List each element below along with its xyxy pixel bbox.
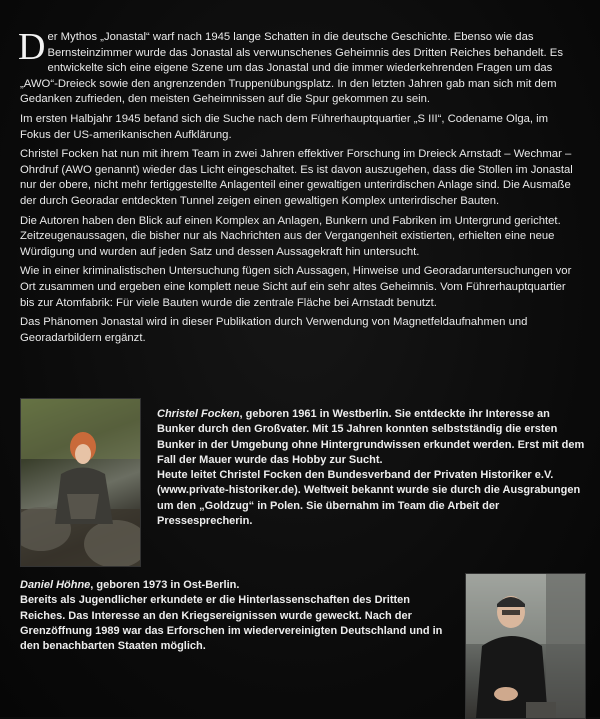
intro-paragraph-1: Der Mythos „Jonastal“ warf nach 1945 lange Schatten in die deutsche Geschichte. Ebenso wie das Bernsteinzimmer wurde das Jonastal als verwunschenes Geheimnis des Dritten Reiches behandelt. Es entwickelte sich eine eigene Szene um das Jonastal und die immer wiederkehrenden Fragen um das „AWO“-Dreieck sowie den angrenzenden Truppenübungsplatz. In den letzten Jahren gab man sich mit dem Gedanken zufrieden, den meisten Geheimnissen auf die Spur gekommen zu sein. <box>18 26 563 106</box>
author-name-hoehne: Daniel Höhne <box>20 579 91 591</box>
author-photo-focken <box>20 398 141 567</box>
intro-paragraph-3: Christel Focken hat nun mit ihrem Team in zwei Jahren effektiver Forschung im Dreieck Arnstadt – Wechmar – Ohrdruf (AWO genannt) wieder das Licht eingeschaltet. Es ist davon auszugehen, dass die Stollen im Jonastal nur der obere, nicht mehr fertiggestellte Anlagenteil einer gewaltigen unterirdischen Anlage sind. Die Ausmaße der durch Georadar entdeckten Tunnel zeigen einen gewaltigen Komplex unterirdischer Bauten. <box>20 148 573 207</box>
author-bio-hoehne: Daniel Höhne, geboren 1973 in Ost-Berlin. Bereits als Jugendlicher erkundete er die Hinterlassenschaften des Dritten Reiches. Das Interesse an den Kriegsereignissen wurde geweckt. Nach der Grenzöffnung 1989 war das Erforschen im wiedervereinigten Deutschland und in den benachbarten Staaten möglich. <box>20 579 443 653</box>
drop-cap: D <box>18 26 46 68</box>
intro-paragraph-6: Das Phänomen Jonastal wird in dieser Publikation durch Verwendung von Magnetfeldaufnahmen und Georadarbildern ergänzt. <box>20 316 528 344</box>
author-name-focken: Christel Focken <box>157 408 240 420</box>
author-bio-hoehne-cont: Bereits als Jugendlicher erkundete er die Hinterlassenschaften des Dritten Reiches. Das Interesse an den Kriegsereignissen wurde geweckt. Nach der Grenzöffnung 1989 war das Erforschen im wiedervereinigten Deutschland und in den benachbarten Staaten möglich. <box>20 594 443 653</box>
intro-paragraph-4: Die Autoren haben den Blick auf einen Komplex an Anlagen, Bunkern und Fabriken im Untergrund gerichtet. Zeitzeugenaussagen, die bisher nur als Nachrichten aus der Vergangenheit existierten, erhielten eine neue Würdigung und wurden auf jeden Satz und dessen Aussagekraft hin untersucht. <box>20 214 561 258</box>
author-bio-focken-cont: Heute leitet Christel Focken den Bundesverband der Privaten Historiker e.V. (www.private-historiker.de). Weltweit bekannt wurde sie durch die Ausgrabungen um den „Goldzug“ in Polen. Sie übernahm im Team die Arbeit der Pressesprecherin. <box>157 469 581 528</box>
person-photo-icon <box>21 399 140 566</box>
author-photo-hoehne <box>465 573 586 719</box>
intro-paragraph-5: Wie in einer kriminalistischen Untersuchung fügen sich Aussagen, Hinweise und Georadaruntersuchungen vor Ort zusammen und ergeben eine komplett neue Sicht auf ein sehr altes Geheimnis. Vom Führerhauptquartier bis zur Atomfabrik: Für viele Bauten wurde die zentrale Fläche bei Arnstadt benutzt. <box>20 265 572 309</box>
person-photo-icon <box>466 574 585 718</box>
intro-text <box>18 26 580 350</box>
intro-paragraph-2: Im ersten Halbjahr 1945 befand sich die Suche nach dem Führerhauptquartier „S III“, Codename Olga, im Fokus der US-amerikanischen Aufklärung. <box>20 112 549 141</box>
author-bio-focken: Christel Focken, geboren 1961 in Westberlin. Sie entdeckte ihr Interesse an Bunker durch den Großvater. Mit 15 Jahren konnten selbstständig die ersten Bunker in der Umgebung ohne Hintergrundwissen erkundet werden. Erst mit dem Fall der Mauer wurde das Hobby zur Sucht. Heute leitet Christel Focken den Bundesverband der Privaten Historiker e.V. (www.private-historiker.de). Weltweit bekannt wurde sie durch die Ausgrabungen um den „Goldzug“ in Polen. Sie übernahm im Team die Arbeit der Pressesprecherin. <box>157 408 585 528</box>
